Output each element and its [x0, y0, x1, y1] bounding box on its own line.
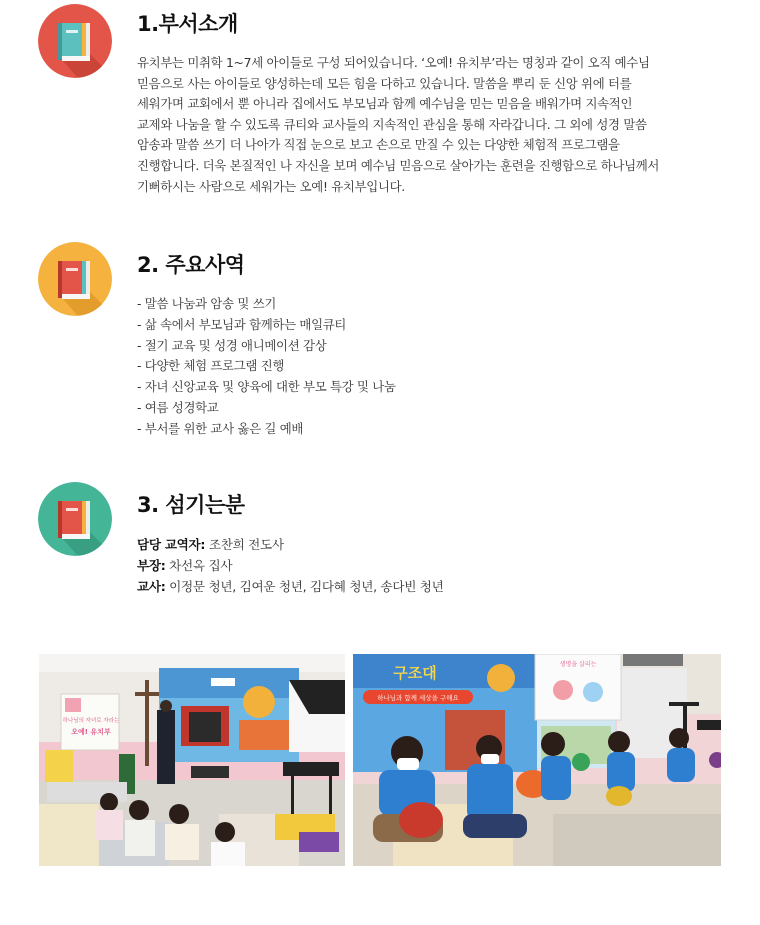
- screen-text: 생명을 살리는: [559, 661, 597, 668]
- list-item: - 말씀 나눔과 암송 및 쓰기: [137, 296, 277, 311]
- staff-value: 차선옥 집사: [165, 557, 233, 573]
- work-title: 2. 주요사역: [137, 253, 245, 277]
- intro-line: 기뻐하시는 사람으로 세워가는 오예! 유치부입니다.: [137, 178, 405, 194]
- intro-line: 유치부는 미취학 1~7세 아이들로 구성 되어있습니다. ‘오예! 유치부’라는 명칭과 같이 오직 예수님: [137, 55, 650, 70]
- intro-line: 믿음으로 사는 아이들로 양성하는데 모든 힘을 다하고 있습니다. 말씀을 뿌리 둔 신앙 위에 터를: [137, 75, 632, 91]
- staff-list: [137, 535, 444, 597]
- intro-title: 1.부서소개: [137, 12, 238, 36]
- children-activity-photo: [353, 654, 721, 866]
- list-item: - 절기 교육 및 성경 애니메이션 감상: [137, 337, 327, 353]
- classroom-photo: [39, 654, 345, 866]
- book-icon: [38, 4, 112, 78]
- list-item: - 자녀 신앙교육 및 양육에 대한 부모 특강 및 나눔: [137, 379, 396, 395]
- intro-body: [137, 53, 717, 197]
- intro-line: 세워가며 교회에서 뿐 아니라 집에서도 부모님과 함께 예수님을 믿는 믿음을 배워가며 지속적인: [137, 96, 633, 112]
- work-list: [137, 294, 396, 440]
- staff-label: 교사:: [137, 578, 166, 594]
- list-item: - 다양한 체험 프로그램 진행: [137, 358, 285, 374]
- staff-row: [137, 577, 444, 598]
- staff-value: 조찬희 전도사: [205, 537, 284, 552]
- banner-title: 구조대: [393, 664, 437, 682]
- intro-line: 교제와 나눔을 할 수 있도록 큐티와 교사들의 지속적인 관심을 통해 자라갑니다. 그 외에 성경 말씀: [137, 116, 647, 132]
- staff-value: 이정문 청년, 김여운 청년, 김다혜 청년, 송다빈 청년: [165, 578, 444, 594]
- book-icon: [38, 482, 112, 556]
- staff-label: 담당 교역자:: [137, 537, 206, 552]
- intro-icon-badge: [38, 4, 112, 78]
- intro-line: 진행합니다. 더욱 본질적인 나 자신을 보며 예수님 믿음으로 살아가는 훈련을 진행함으로 하나님께서: [137, 157, 660, 173]
- staff-label: 부장:: [137, 557, 166, 573]
- list-item: - 여름 성경학교: [137, 399, 219, 415]
- banner-main-text: 오예! 유치부: [71, 728, 111, 736]
- staff-row: [137, 556, 444, 577]
- banner-subtext: 하나님의 자녀로 자라는: [62, 718, 120, 724]
- staff-title: 3. 섬기는분: [137, 493, 245, 517]
- staff-icon-badge: [38, 482, 112, 556]
- list-item: - 부서를 위한 교사 옳은 길 예배: [137, 420, 304, 436]
- intro-line: 암송과 말씀 쓰기 더 나아가 직접 눈으로 보고 손으로 만질 수 있는 다양한 체험적 프로그램을: [137, 137, 620, 153]
- staff-row: [137, 535, 444, 556]
- book-icon: [38, 242, 112, 316]
- list-item: - 삶 속에서 부모님과 함께하는 매일큐티: [137, 316, 347, 332]
- work-icon-badge: [38, 242, 112, 316]
- banner-subtitle: 하나님과 함께 세상을 구해요: [377, 694, 459, 702]
